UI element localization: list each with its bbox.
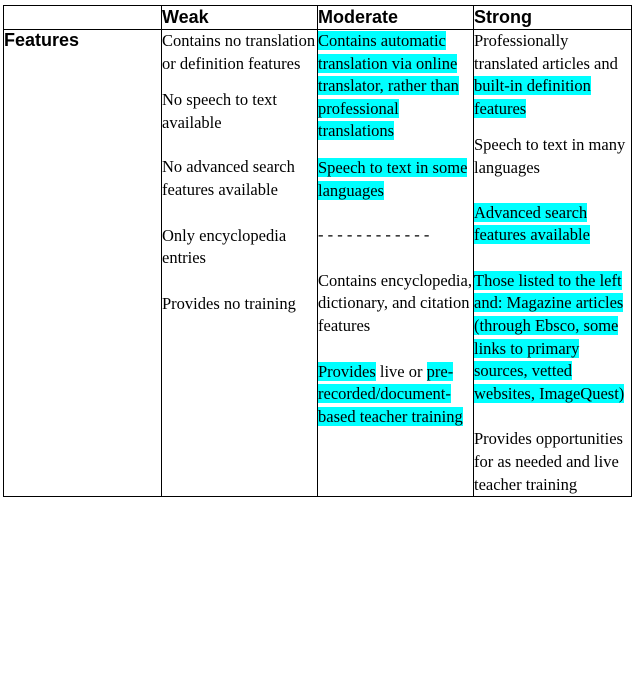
header-row (4, 6, 632, 30)
highlighted-text: pre-recorded/document-based teacher training (318, 361, 463, 426)
criterion-spacer (318, 202, 473, 224)
moderate-criterion-3 (318, 224, 473, 247)
criterion-text: live or (375, 361, 427, 381)
criterion-text: Provides opportunities for as needed and live teacher training (474, 429, 623, 494)
criterion-text: Only encyclopedia entries (162, 225, 287, 268)
header-strong: Strong (474, 6, 632, 30)
moderate-criterion-1 (318, 30, 473, 143)
criterion-spacer (162, 270, 317, 293)
criterion-text: - - - - - - - - - - - - (318, 225, 430, 245)
header-moderate: Moderate (318, 6, 474, 30)
features-rubric-table (3, 5, 632, 497)
criterion-spacer (162, 75, 317, 89)
moderate-criterion-2 (318, 157, 473, 202)
row-label-features: Features (4, 30, 162, 497)
criterion-spacer (474, 405, 631, 428)
highlighted-text: Provides (318, 361, 376, 381)
highlighted-text: Contains automatic translation via online translator, rather than professional translations (318, 31, 459, 141)
criterion-text: Professionally translated articles and (474, 31, 618, 73)
highlighted-text: built-in definition features (474, 76, 591, 118)
criterion-spacer (162, 134, 317, 156)
header-blank-cell (4, 6, 162, 30)
criterion-spacer (474, 180, 631, 202)
criterion-text: No advanced search features available (162, 157, 295, 199)
criterion-spacer (474, 247, 631, 270)
criterion-spacer (318, 338, 473, 361)
header-weak: Weak (162, 6, 318, 30)
strong-criterion-1 (474, 30, 631, 120)
weak-criterion-1 (162, 30, 317, 75)
strong-criterion-2 (474, 134, 631, 179)
strong-criterion-5 (474, 428, 631, 496)
weak-column-cell (162, 30, 318, 497)
highlighted-text: Speech to text in some languages (318, 157, 468, 200)
weak-criterion-3 (162, 156, 317, 201)
criterion-text: Speech to text in many languages (474, 135, 626, 177)
strong-criterion-4 (474, 270, 631, 406)
criterion-text: No speech to text available (162, 90, 278, 132)
weak-criterion-5 (162, 293, 317, 316)
highlighted-text: Advanced search features available (474, 202, 590, 245)
criterion-text: Contains no translation or definition features (162, 31, 316, 73)
moderate-criterion-5 (318, 361, 473, 429)
features-row (4, 30, 632, 497)
strong-criterion-3 (474, 202, 631, 247)
highlighted-text: Those listed to the left and: Magazine articles (through Ebsco, some links to primary sources, vetted websites, ImageQuest) (474, 270, 625, 403)
moderate-column-cell (318, 30, 474, 497)
criterion-text: Provides no training (162, 293, 296, 313)
moderate-criterion-4 (318, 270, 473, 338)
criterion-spacer (318, 143, 473, 157)
criterion-spacer (474, 120, 631, 134)
criterion-spacer (318, 247, 473, 270)
criterion-text: Contains encyclopedia, dictionary, and citation features (318, 270, 472, 335)
weak-criterion-4 (162, 225, 317, 270)
criterion-spacer (162, 202, 317, 225)
strong-column-cell (474, 30, 632, 497)
weak-criterion-2 (162, 89, 317, 134)
